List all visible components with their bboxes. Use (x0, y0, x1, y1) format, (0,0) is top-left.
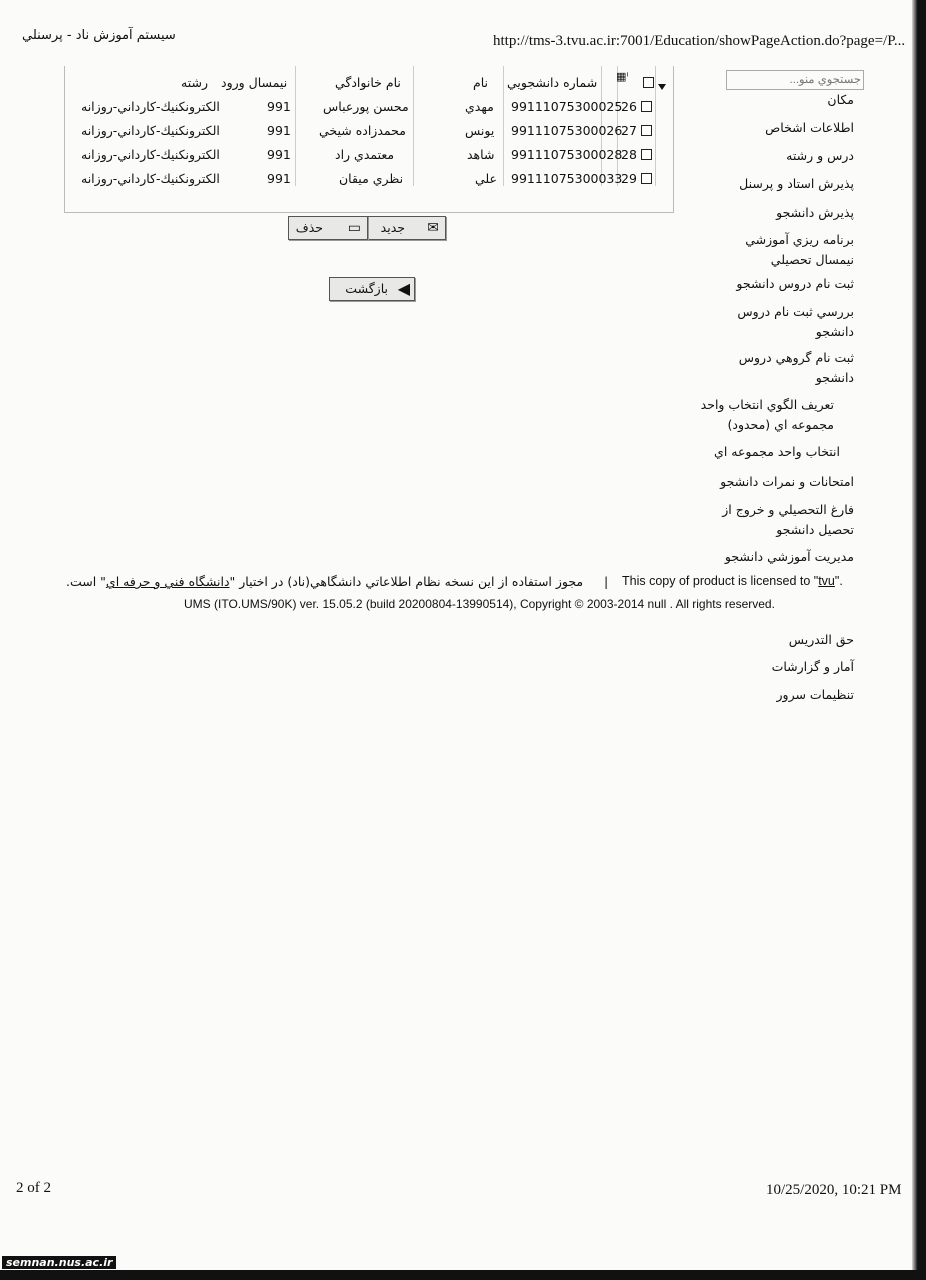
last-name: معتمدي راد (335, 147, 395, 162)
entry-semester: 991 (267, 171, 291, 186)
table-header-row (65, 72, 673, 94)
print-timestamp: 10/25/2020, 10:21 PM (766, 1182, 902, 1198)
column-header-first-name[interactable]: نام (473, 75, 489, 90)
student-number: 99111075300025 (511, 99, 623, 114)
sidebar-item-registration-review[interactable]: بررسي ثبت نام دروس دانشجو (737, 304, 854, 339)
first-name: شاهد (467, 147, 495, 162)
select-all-checkbox[interactable] (643, 77, 654, 88)
last-name: محمدزاده شيخي (319, 123, 406, 138)
column-header-student-no[interactable]: شماره دانشجويي (507, 75, 598, 90)
sidebar-item-group-unit-selection[interactable]: انتخاب واحد مجموعه اي (714, 444, 840, 459)
sidebar-item-exams-grades[interactable]: امتحانات و نمرات دانشجو (720, 474, 854, 489)
entry-semester: 991 (267, 147, 291, 162)
table-row[interactable] (65, 144, 673, 166)
sort-menu-icon[interactable] (658, 84, 666, 90)
menu-search-input[interactable] (726, 70, 864, 90)
row-checkbox[interactable] (641, 125, 652, 136)
tvu-link[interactable]: tvu (818, 574, 835, 588)
sidebar-item-graduation[interactable]: فارغ التحصيلي و خروج از تحصيل دانشجو (722, 502, 854, 537)
back-arrow-icon: ◀ (397, 279, 410, 298)
table-row[interactable] (65, 96, 673, 118)
student-number: 99111075300033 (511, 171, 623, 186)
back-button[interactable] (329, 277, 415, 301)
major: الكترونكنيك-كارداني-روزانه (81, 171, 220, 186)
print-page-number: 2 of 2 (16, 1180, 51, 1196)
version-line: UMS (ITO.UMS/90K) ver. 15.05.2 (build 20200804-13990514), Copyright © 2003-2014 null . All rights reserved. (184, 597, 775, 611)
row-index: 29 (621, 171, 637, 186)
first-name: مهدي (465, 99, 494, 114)
table-row[interactable] (65, 120, 673, 142)
row-index: 26 (621, 99, 637, 114)
page-url: http://tms-3.tvu.ac.ir:7001/Education/showPageAction.do?page=/P... (493, 33, 906, 49)
students-table (64, 66, 674, 213)
row-index: 28 (621, 147, 637, 162)
sidebar-item-course-major[interactable]: درس و رشته (786, 148, 854, 163)
columns-icon[interactable]: ▦ⁱ (616, 70, 629, 83)
sidebar-item-location[interactable]: مكان (827, 92, 854, 107)
major: الكترونكنيك-كارداني-روزانه (81, 99, 220, 114)
delete-button[interactable] (288, 216, 368, 240)
sidebar-item-unit-pattern[interactable]: تعريف الگوي انتخاب واحد مجموعه اي (محدود) (700, 397, 834, 432)
sidebar-item-student-admission[interactable]: پذيرش دانشجو (776, 205, 854, 220)
license-fa: مجوز استفاده از اين نسخه نظام اطلاعاتي دانشگاهي(ناد) در اختيار "دانشگاه فني و حرفه اي" است. (66, 574, 584, 589)
entry-semester: 991 (267, 99, 291, 114)
first-name: علي (475, 171, 498, 186)
row-checkbox[interactable] (641, 101, 652, 112)
license-separator: | (604, 574, 609, 589)
sidebar-item-staff-admission[interactable]: پذيرش استاد و پرسنل (739, 176, 854, 191)
major: الكترونكنيك-كارداني-روزانه (81, 123, 220, 138)
new-icon: ✉ (427, 220, 439, 236)
column-header-last-name[interactable]: نام خانوادگي (335, 75, 401, 90)
table-row[interactable] (65, 168, 673, 190)
watermark: semnan.nus.ac.ir (2, 1256, 116, 1269)
row-checkbox[interactable] (641, 149, 652, 160)
row-checkbox[interactable] (641, 173, 652, 184)
first-name: يونس (465, 123, 495, 138)
sidebar-item-teaching-fee[interactable]: حق التدريس (788, 632, 854, 647)
folder-icon: ▭ (347, 220, 361, 236)
student-number: 99111075300026 (511, 123, 623, 138)
back-button-label: بازگشت (345, 281, 388, 296)
last-name: نظري ميقان (339, 171, 404, 186)
sidebar-item-group-registration[interactable]: ثبت نام گروهي دروس دانشجو (738, 350, 854, 385)
sidebar-item-reports[interactable]: آمار و گزارشات (771, 659, 854, 674)
sidebar-item-course-registration[interactable]: ثبت نام دروس دانشجو (736, 276, 854, 291)
row-index: 27 (621, 123, 637, 138)
delete-button-label: حذف (295, 220, 323, 235)
column-header-major[interactable]: رشته (181, 75, 208, 90)
scan-edge (912, 0, 926, 1280)
major: الكترونكنيك-كارداني-روزانه (81, 147, 220, 162)
new-button-label: جديد (380, 220, 405, 235)
sidebar-item-education-management[interactable]: مديريت آموزشي دانشجو (724, 549, 854, 564)
column-header-semester[interactable]: نيمسال ورود (221, 75, 288, 90)
sidebar-item-people-info[interactable]: اطلاعات اشخاص (765, 120, 854, 135)
page-title: سيستم آموزش ناد - پرسنلي (22, 28, 176, 43)
last-name: محسن پورعباس (323, 99, 409, 114)
sidebar-item-server-settings[interactable]: تنظيمات سرور (776, 687, 854, 702)
scan-edge-bottom (0, 1270, 926, 1280)
license-en: This copy of product is licensed to "tvu". (622, 574, 843, 588)
new-button[interactable] (368, 216, 446, 240)
sidebar-item-semester-planning[interactable]: برنامه ريزي آموزشي نيمسال تحصيلي (745, 232, 854, 267)
entry-semester: 991 (267, 123, 291, 138)
student-number: 99111075300028 (511, 147, 623, 162)
university-link[interactable]: دانشگاه فني و حرفه اي (105, 574, 230, 589)
